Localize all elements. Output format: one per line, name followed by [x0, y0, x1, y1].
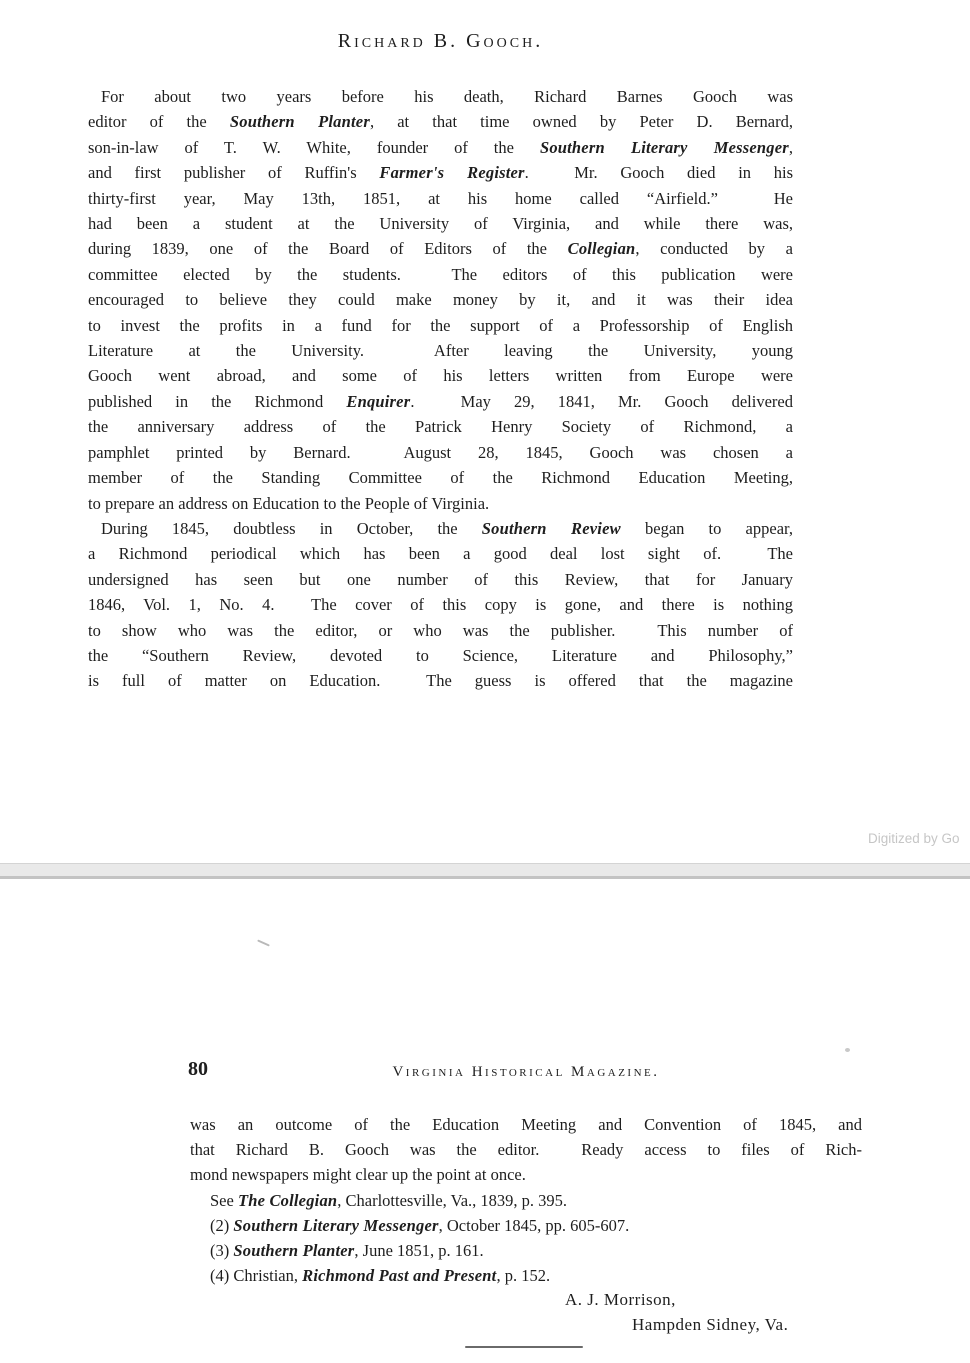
- text-line: is full of matter on Education. The guess is offered that the magazine: [88, 671, 793, 691]
- text-line: (3) Southern Planter, June 1851, p. 161.: [210, 1241, 484, 1261]
- page1-body-text: [88, 84, 793, 694]
- text-line: Literature at the University. After leaving the University, young: [88, 341, 793, 361]
- article-end-rule: [465, 1346, 583, 1348]
- text-line: the “Southern Review, devoted to Science, Literature and Philosophy,”: [88, 645, 793, 665]
- text-line: pamphlet printed by Bernard. August 28, 1845, Gooch was chosen a: [88, 442, 793, 462]
- text-line: undersigned has seen but one number of this Review, that for January: [88, 569, 793, 589]
- text-line: committee elected by the students. The editors of this publication were: [88, 264, 793, 284]
- text-line: 1846, Vol. 1, No. 4. The cover of this copy is gone, and there is nothing: [88, 595, 793, 615]
- page1-running-header: Richard B. Gooch.: [337, 30, 544, 52]
- text-line: to show who was the editor, or who was the publisher. This number of: [88, 620, 793, 640]
- text-line: See The Collegian, Charlottesville, Va., 1839, p. 395.: [210, 1190, 568, 1210]
- text-line: that Richard B. Gooch was the editor. Ready access to files of Rich-: [190, 1140, 862, 1160]
- text-line: and first publisher of Ruffin's Farmer's Register. Mr. Gooch died in his: [88, 163, 794, 183]
- text-line: a Richmond periodical which has been a good deal lost sight of. The: [88, 544, 793, 564]
- text-line: to prepare an address on Education to the People of Virginia.: [88, 493, 490, 513]
- stray-scan-mark: [257, 939, 270, 946]
- text-line: (4) Christian, Richmond Past and Present, p. 152.: [210, 1266, 551, 1286]
- text-line: published in the Richmond Enquirer. May 29, 1841, Mr. Gooch delivered: [88, 391, 793, 411]
- text-line: son-in-law of T. W. White, founder of the Southern Literary Messenger,: [88, 137, 793, 157]
- page2-page-number: 80: [188, 1058, 208, 1080]
- page2-body-text: [190, 1112, 862, 1288]
- page2-running-header: Virginia Historical Magazine.: [392, 1064, 660, 1080]
- text-line: Gooch went abroad, and some of his letters written from Europe were: [88, 366, 793, 386]
- author-location: Hampden Sidney, Va.: [632, 1315, 789, 1334]
- text-line: During 1845, doubtless in October, the Southern Review began to appear,: [101, 518, 793, 538]
- text-line: (2) Southern Literary Messenger, October 1845, pp. 605-607.: [210, 1215, 630, 1235]
- text-line: member of the Standing Committee of the Richmond Education Meeting,: [88, 468, 793, 488]
- page-separator-band: [0, 863, 970, 879]
- text-line: For about two years before his death, Richard Barnes Gooch was: [101, 87, 793, 106]
- text-line: encouraged to believe they could make money by it, and it was their idea: [88, 290, 793, 310]
- text-line: was an outcome of the Education Meeting and Convention of 1845, and: [190, 1115, 862, 1134]
- text-line: editor of the Southern Planter, at that time owned by Peter D. Bernard,: [88, 112, 793, 132]
- stray-scan-dot: [845, 1048, 850, 1052]
- text-line: thirty-first year, May 13th, 1851, at his home called “Airfield.” He: [88, 188, 793, 208]
- text-line: to invest the profits in a fund for the support of a Professorship of English: [88, 315, 793, 335]
- digitized-watermark: Digitized by Go: [868, 831, 960, 846]
- text-line: during 1839, one of the Board of Editors of the Collegian, conducted by a: [88, 239, 793, 259]
- author-signature: A. J. Morrison,: [565, 1290, 676, 1309]
- text-line: mond newspapers might clear up the point at once.: [190, 1165, 526, 1185]
- text-line: the anniversary address of the Patrick Henry Society of Richmond, a: [88, 417, 793, 437]
- text-line: had been a student at the University of Virginia, and while there was,: [88, 214, 793, 234]
